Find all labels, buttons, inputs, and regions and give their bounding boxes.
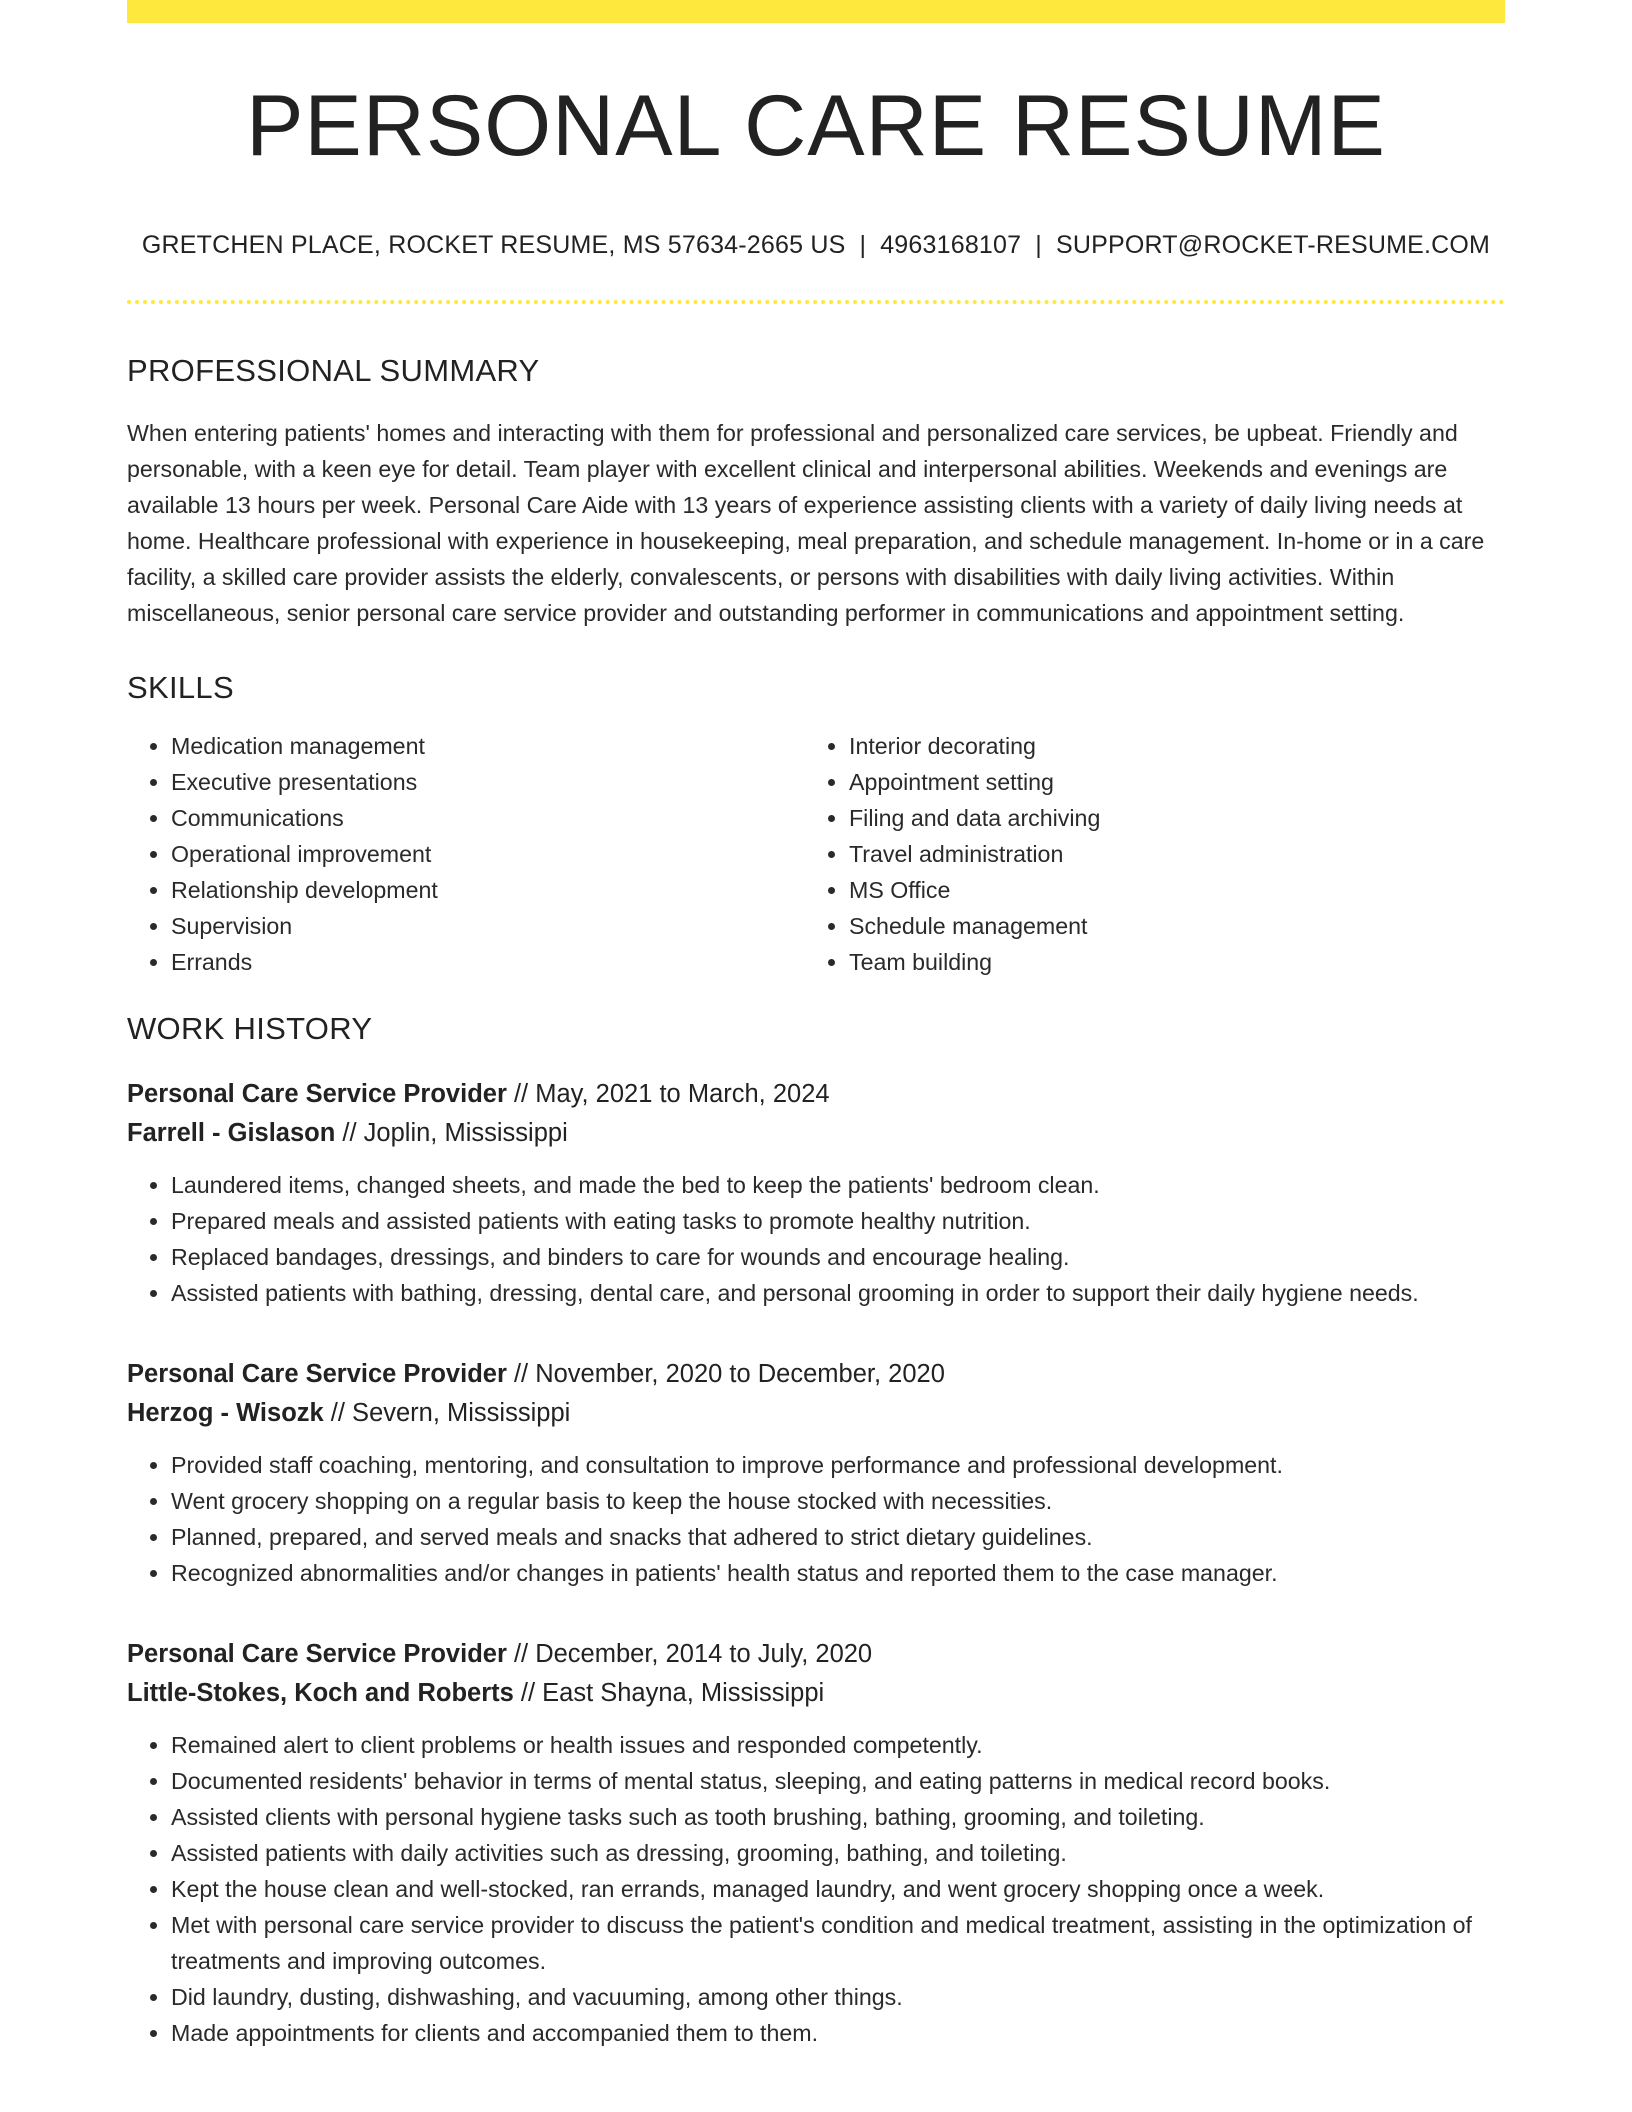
duty-item: • Planned, prepared, and served meals and snacks that adhered to strict dietary guidelines. — [171, 1519, 1505, 1555]
job-title: Personal Care Service Provider — [127, 1640, 507, 1669]
contact-phone: 4963168107 — [880, 230, 1022, 259]
job-entry — [127, 1635, 1505, 2051]
job-company: Herzog - Wisozk — [127, 1399, 324, 1428]
job-title-line — [127, 1075, 1505, 1114]
duty-item: • Laundered items, changed sheets, and made the bed to keep the patients' bedroom clean. — [171, 1167, 1505, 1203]
duty-item: • Assisted clients with personal hygiene tasks such as tooth brushing, bathing, grooming, and toileting. — [171, 1799, 1505, 1835]
job-dates: // May, 2021 to March, 2024 — [506, 1080, 830, 1109]
contact-address: GRETCHEN PLACE, ROCKET RESUME, MS 57634-2665 US — [141, 230, 846, 259]
resume-page — [127, 0, 1505, 2051]
skill-item: • Medication management — [171, 728, 805, 764]
duty-item: • Went grocery shopping on a regular basis to keep the house stocked with necessities. — [171, 1483, 1505, 1519]
skill-item: • Relationship development — [171, 872, 805, 908]
job-dates: // November, 2020 to December, 2020 — [506, 1360, 945, 1389]
skill-item: • Filing and data archiving — [849, 800, 1483, 836]
skill-item: • Errands — [171, 944, 805, 980]
skill-item: • Communications — [171, 800, 805, 836]
duty-item: • Replaced bandages, dressings, and binders to care for wounds and encourage healing. — [171, 1239, 1505, 1275]
dotted-divider — [127, 300, 1505, 304]
job-company: Little-Stokes, Koch and Roberts — [127, 1679, 514, 1708]
skills-heading: SKILLS — [127, 669, 234, 705]
duty-item: • Documented residents' behavior in terms of mental status, sleeping, and eating patterns in medical record books. — [171, 1763, 1505, 1799]
skills-list-right — [805, 728, 1483, 980]
resume-title: PERSONAL CARE RESUME — [246, 78, 1386, 174]
skill-item: • Operational improvement — [171, 836, 805, 872]
job-location: // Severn, Mississippi — [323, 1399, 571, 1428]
job-company: Farrell - Gislason — [127, 1119, 336, 1148]
duty-item: • Provided staff coaching, mentoring, and consultation to improve performance and professional development. — [171, 1447, 1505, 1483]
job-duties — [127, 1167, 1505, 1311]
skills-list-left — [127, 728, 805, 980]
skills-columns — [127, 728, 1505, 980]
skill-item: • Interior decorating — [849, 728, 1483, 764]
job-company-line — [127, 1394, 1505, 1433]
job-location: // Joplin, Mississippi — [335, 1119, 568, 1148]
contact-email: SUPPORT@ROCKET-RESUME.COM — [1055, 230, 1491, 259]
job-company-line — [127, 1114, 1505, 1153]
skill-item: • Schedule management — [849, 908, 1483, 944]
summary-heading: PROFESSIONAL SUMMARY — [127, 352, 540, 388]
duty-item: • Did laundry, dusting, dishwashing, and vacuuming, among other things. — [171, 1979, 1505, 2015]
duty-item: • Kept the house clean and well-stocked, ran errands, managed laundry, and went grocery shopping once a week. — [171, 1871, 1505, 1907]
job-duties — [127, 1727, 1505, 2051]
job-title: Personal Care Service Provider — [127, 1360, 507, 1389]
job-title-line — [127, 1635, 1505, 1674]
work-history-heading: WORK HISTORY — [127, 1010, 373, 1046]
skill-item: • Travel administration — [849, 836, 1483, 872]
job-title-line — [127, 1355, 1505, 1394]
contact-separator: | — [1035, 230, 1042, 259]
contact-separator: | — [859, 230, 867, 259]
summary-text: When entering patients' homes and interacting with them for professional and personalized care services, be upbeat. Friendly and personable, with a keen eye for detail. Team player with excellent clinical and interpersonal abilities. Weekends and evenings are available 13 hours per week. Personal Care Aide with 13 years of experience assisting clients with a variety of daily living needs at home. Healthcare professional with experience in housekeeping, meal preparation, and schedule management. In-home or in a care facility, a skilled care provider assists the elderly, convalescents, or persons with disabilities with daily living activities. Within miscellaneous, senior personal care service provider and outstanding performer in communications and appointment setting. — [127, 419, 1485, 626]
job-title: Personal Care Service Provider — [127, 1080, 507, 1109]
job-company-line — [127, 1674, 1505, 1713]
duty-item: • Made appointments for clients and accompanied them to them. — [171, 2015, 1505, 2051]
duty-item: • Recognized abnormalities and/or changes in patients' health status and reported them to the case manager. — [171, 1555, 1505, 1591]
duty-item: • Remained alert to client problems or health issues and responded competently. — [171, 1727, 1505, 1763]
contact-line — [127, 230, 1505, 260]
skill-item: • Team building — [849, 944, 1483, 980]
job-location: // East Shayna, Mississippi — [513, 1679, 825, 1708]
skill-item: • Appointment setting — [849, 764, 1483, 800]
skill-item: • Executive presentations — [171, 764, 805, 800]
duty-item: • Prepared meals and assisted patients with eating tasks to promote healthy nutrition. — [171, 1203, 1505, 1239]
accent-top-bar — [127, 0, 1505, 23]
duty-item: • Met with personal care service provider to discuss the patient's condition and medical treatment, assisting in the optimization of treatments and improving outcomes. — [171, 1907, 1505, 1979]
job-duties — [127, 1447, 1505, 1591]
skill-item: • Supervision — [171, 908, 805, 944]
job-dates: // December, 2014 to July, 2020 — [506, 1640, 873, 1669]
job-entry — [127, 1075, 1505, 1311]
skill-item: • MS Office — [849, 872, 1483, 908]
job-entry — [127, 1355, 1505, 1591]
duty-item: • Assisted patients with bathing, dressing, dental care, and personal grooming in order to support their daily hygiene needs. — [171, 1275, 1505, 1311]
duty-item: • Assisted patients with daily activities such as dressing, grooming, bathing, and toileting. — [171, 1835, 1505, 1871]
